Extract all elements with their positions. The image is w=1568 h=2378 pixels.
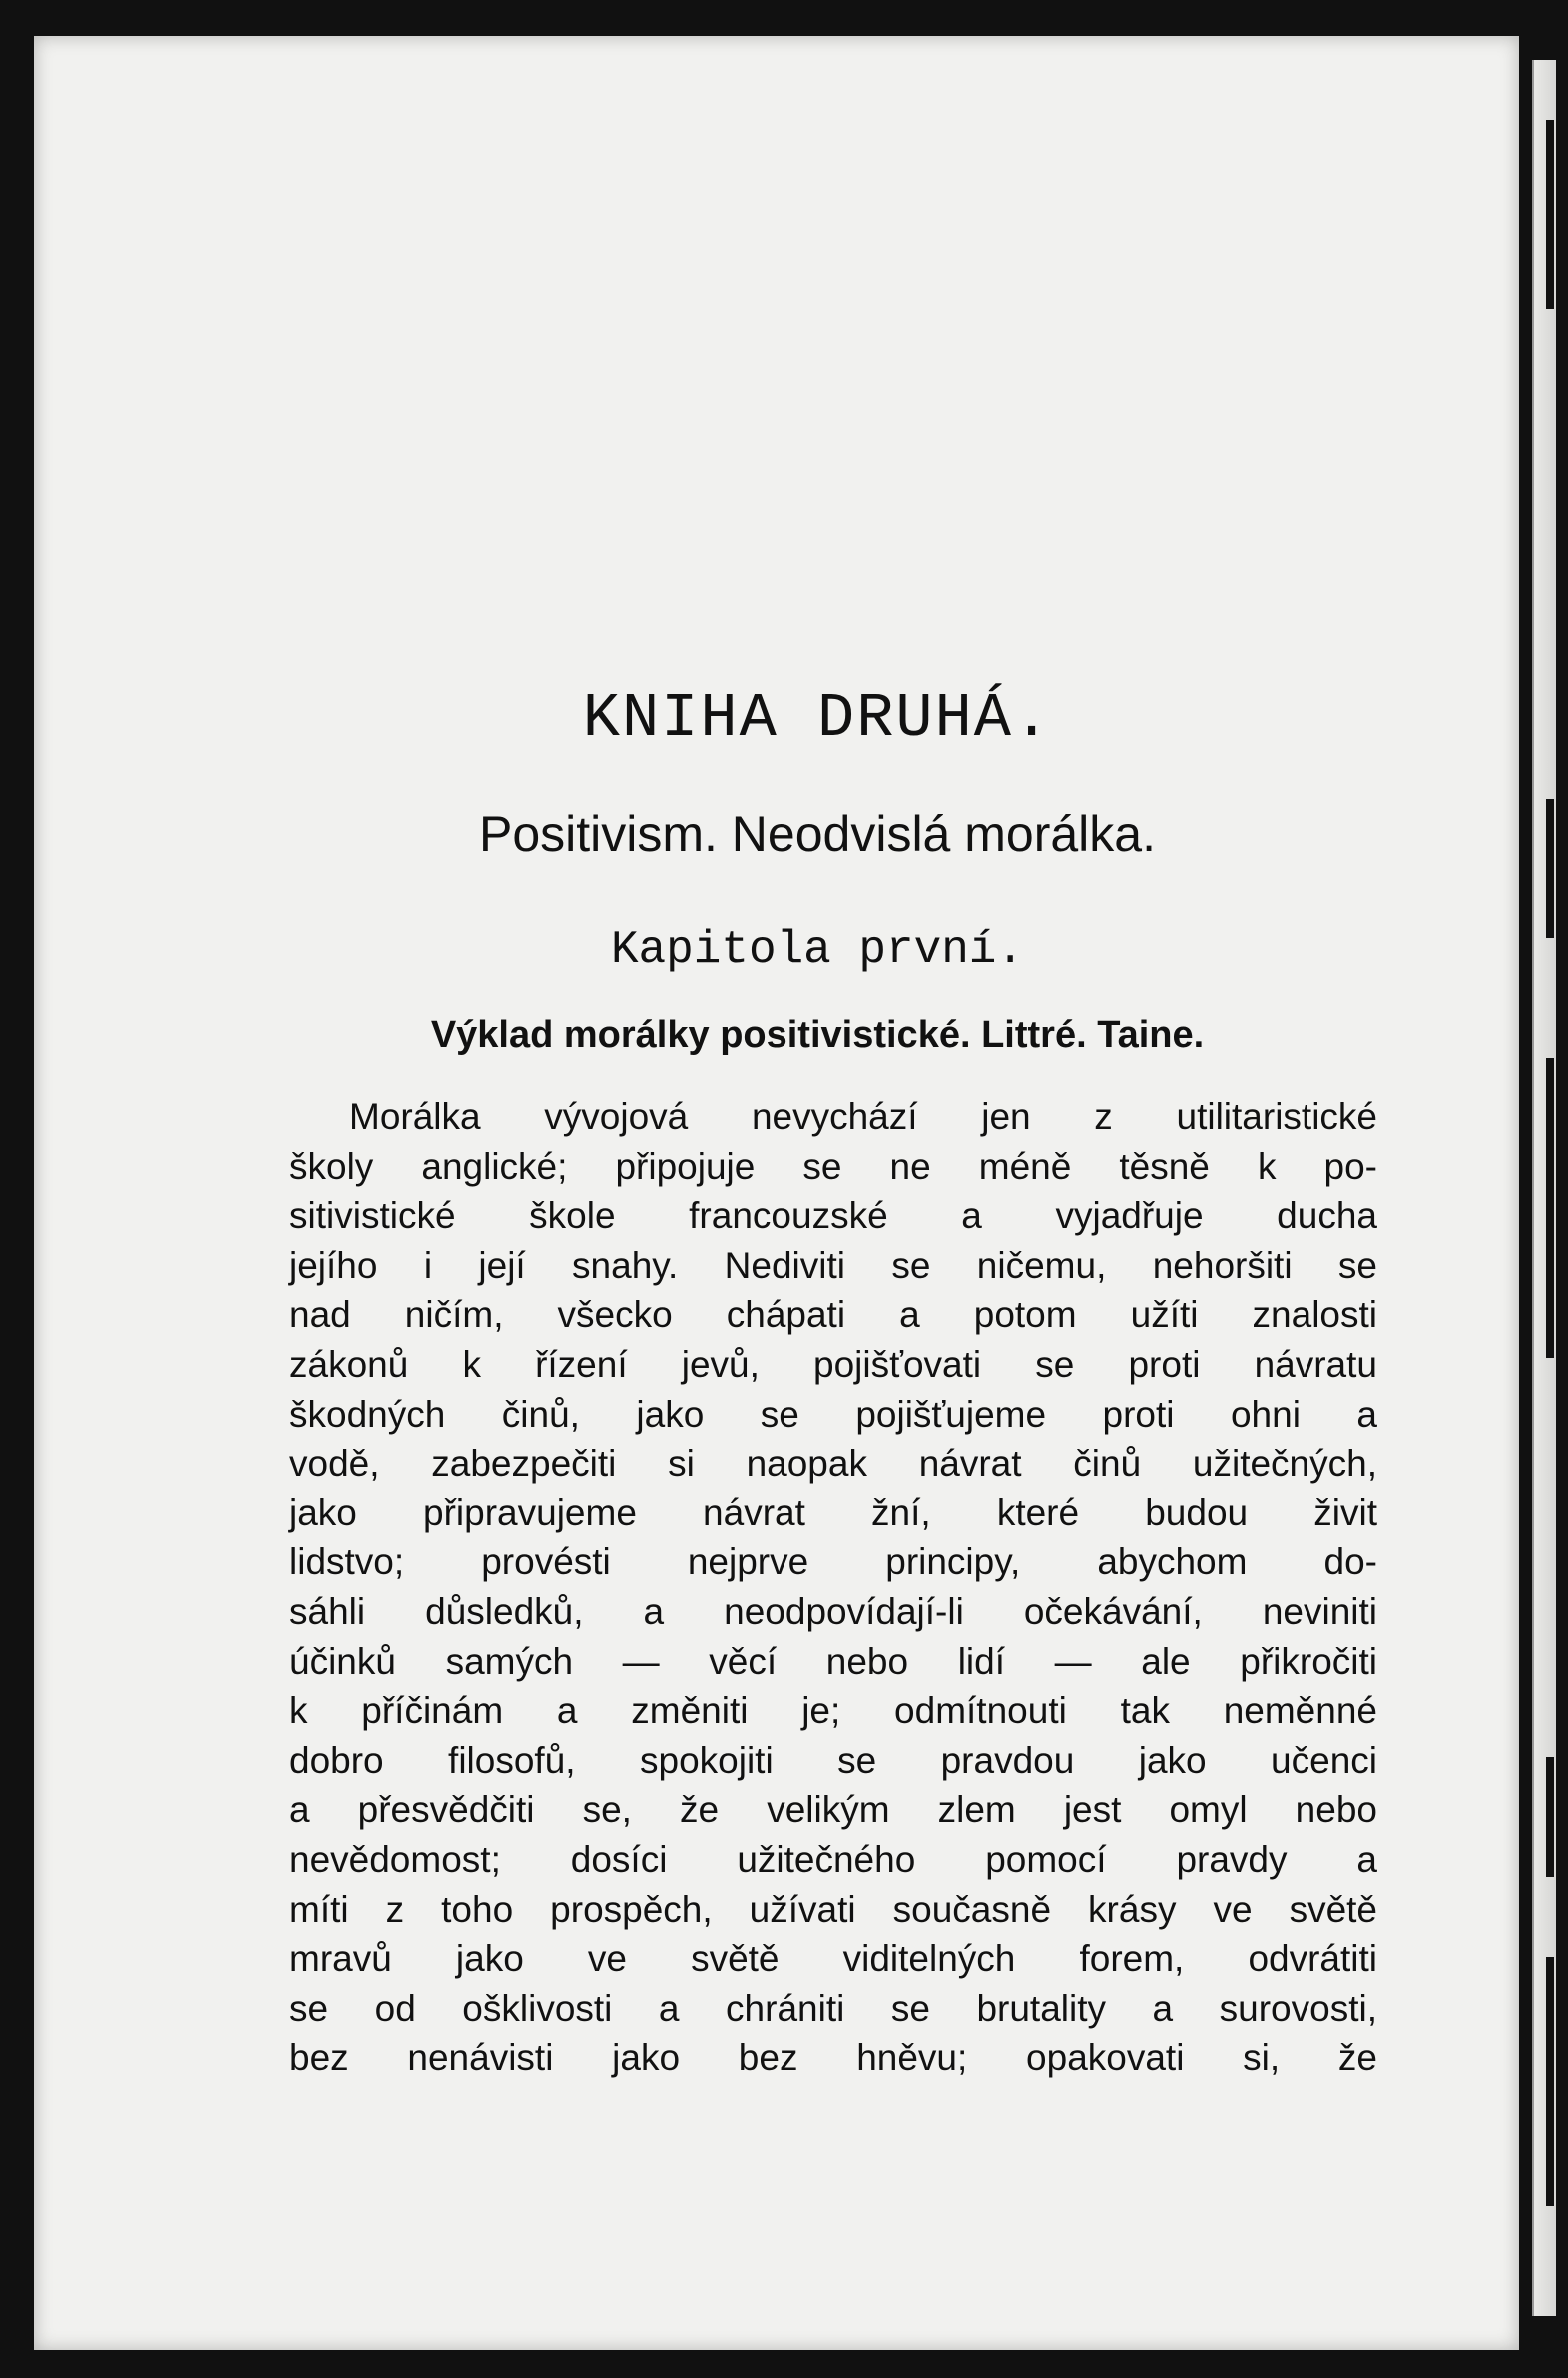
text-line: a přesvědčiti se, že velikým zlem jest omyl nebo: [289, 1789, 1377, 1831]
page-edge-mark: [1546, 799, 1554, 938]
text-line: účinků samých — věcí nebo lidí — ale přikročiti: [289, 1640, 1377, 1682]
text-line: k příčinám a změniti je; odmítnouti tak neměnné: [289, 1690, 1377, 1732]
text-line: zákonů k řízení jevů, pojišťovati se proti návratu: [289, 1343, 1377, 1385]
book-page: [34, 36, 1519, 2350]
part-title: Positivism. Neodvislá morálka.: [479, 806, 1156, 862]
text-line: bez nenávisti jako bez hněvu; opakovati si, že: [289, 2037, 1377, 2079]
text-line: se od ošklivosti a chrániti se brutality a surovosti,: [289, 1987, 1377, 2029]
text-line: lidstvo; provésti nejprve principy, abychom do-: [289, 1541, 1377, 1583]
page-edge-mark: [1546, 1058, 1554, 1358]
chapter-title: Výklad morálky positivistické. Littré. Taine.: [430, 1014, 1205, 1056]
text-line: Morálka vývojová nevychází jen z utilitaristické: [349, 1096, 1377, 1137]
text-line: nevědomost; dosíci užitečného pomocí pravdy a: [289, 1838, 1377, 1880]
text-line: jejího i její snahy. Nediviti se ničemu, nehoršiti se: [289, 1244, 1377, 1286]
text-line: mravů jako ve světě viditelných forem, odvrátiti: [289, 1938, 1377, 1980]
text-line: nad ničím, všecko chápati a potom užíti znalosti: [289, 1294, 1377, 1336]
text-line: vodě, zabezpečiti si naopak návrat činů užitečných,: [289, 1443, 1377, 1485]
text-line: dobro filosofů, spokojiti se pravdou jako učenci: [289, 1739, 1377, 1781]
page-edge-mark: [1546, 1957, 1554, 2206]
page-edge-mark: [1546, 120, 1554, 309]
text-line: škodných činů, jako se pojišťujeme proti ohni a: [289, 1393, 1377, 1435]
text-line: školy anglické; připojuje se ne méně těsně k po-: [289, 1145, 1377, 1187]
body-paragraph: [289, 1092, 1377, 2082]
text-line: sitivistické škole francouzské a vyjadřuje ducha: [289, 1195, 1377, 1237]
book-title: KNIHA DRUHÁ.: [582, 683, 1053, 754]
text-line: jako připravujeme návrat žní, které budou živit: [289, 1491, 1377, 1533]
chapter-label: Kapitola první.: [610, 924, 1025, 976]
text-column: [254, 36, 1381, 2350]
text-line: míti z toho prospěch, užívati současně krásy ve světě: [289, 1888, 1377, 1930]
text-line: sáhli důsledků, a neodpovídají-li očekávání, neviniti: [289, 1590, 1377, 1632]
page-edge-mark: [1546, 1757, 1554, 1877]
